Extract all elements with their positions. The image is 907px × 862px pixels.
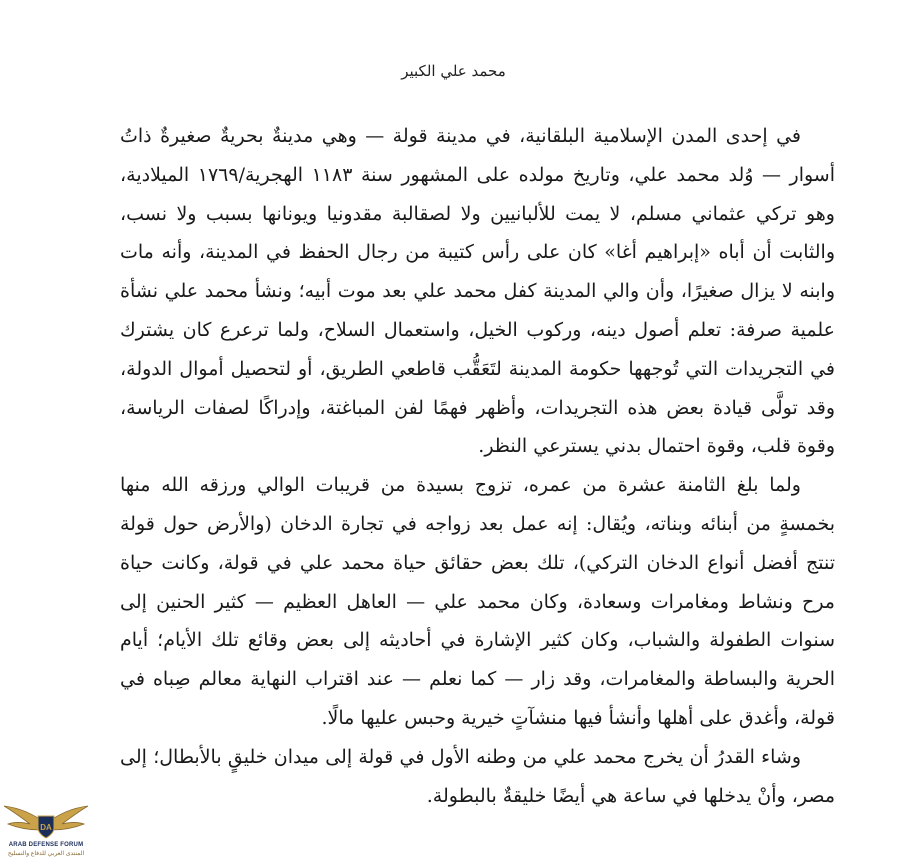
paragraph-2: ولما بلغ الثامنة عشرة من عمره، تزوج بسيدة من قريبات الوالي ورزقه الله منها بخمسةٍ من أبنائه وبناته، ويُقال: إنه عمل بعد زواجه في تجارة الدخان (والأرض حول قولة تنتج أفضل أنواع الدخان التركي)، تلك بعض حقائق حياة محمد علي في قولة، وكانت حياة مرح ونشاط ومغامرات وسعادة، وكان محمد علي — العاهل العظيم — كثير الحنين إلى سنوات الطفولة والشباب، وكان كثير الإشارة في أحاديثه إلى بعض وقائع تلك الأيام؛ أيام الحرية والبساطة والمغامرات، وقد زار — كما نعلم — عند اقتراب النهاية معالم صِباه في قولة، وأغدق على أهلها وأنشأ فيها منشآتٍ خيرية وحبس عليها مالًا.: [120, 474, 835, 729]
logo-letters: DA: [40, 823, 52, 832]
watermark-name-ar: المنتدى العربي للدفاع والتسليح: [7, 851, 85, 857]
winged-logo-icon: [0, 794, 92, 844]
running-head-title: محمد علي الكبير: [401, 62, 506, 80]
body-text: [120, 117, 835, 815]
watermark-name-en: ARAB DEFENSE FORUM: [8, 842, 84, 848]
paragraph-1: في إحدى المدن الإسلامية البلقانية، في مدينة قولة — وهي مدينةٌ بحريةٌ صغيرةٌ ذاتُ أسوار — وُلد محمد علي، وتاريخ مولده على المشهور سنة ١١٨٣ الهجرية/١٧٦٩ الميلادية، وهو تركي عثماني مسلم، لا يمت للألبانيين ولا لصقالبة مقدونيا ويونانها بسبب ولا نسب، والثابت أن أباه «إبراهيم أغا» كان على رأس كتيبة من رجال الحفظ في المدينة، وأنه مات وابنه لا يزال صغيرًا، وأن والي المدينة كفل محمد علي بعد موت أبيه؛ ونشأ محمد علي نشأة علمية صرفة: تعلم أصول دينه، وركوب الخيل، واستعمال السلاح، ولما ترعرع كان يشترك في التجريدات التي تُوجهها حكومة المدينة لتَعَقُّب قاطعي الطريق، أو لتحصيل أموال الدولة، وقد تولَّى قيادة بعض هذه التجريدات، وأظهر فهمًا لفن المباغتة، وإدراكًا لصفات الرياسة، وقوة قلب، وقوة احتمال بدني يسترعي النظر.: [120, 125, 835, 458]
forum-watermark: [0, 794, 92, 862]
paragraph-3: وشاء القدرُ أن يخرج محمد علي من وطنه الأول في قولة إلى ميدان خليقٍ بالأبطال؛ إلى مصر، وأنْ يدخلها في ساعة هي أيضًا خليقةٌ بالبطولة.: [120, 745, 835, 807]
